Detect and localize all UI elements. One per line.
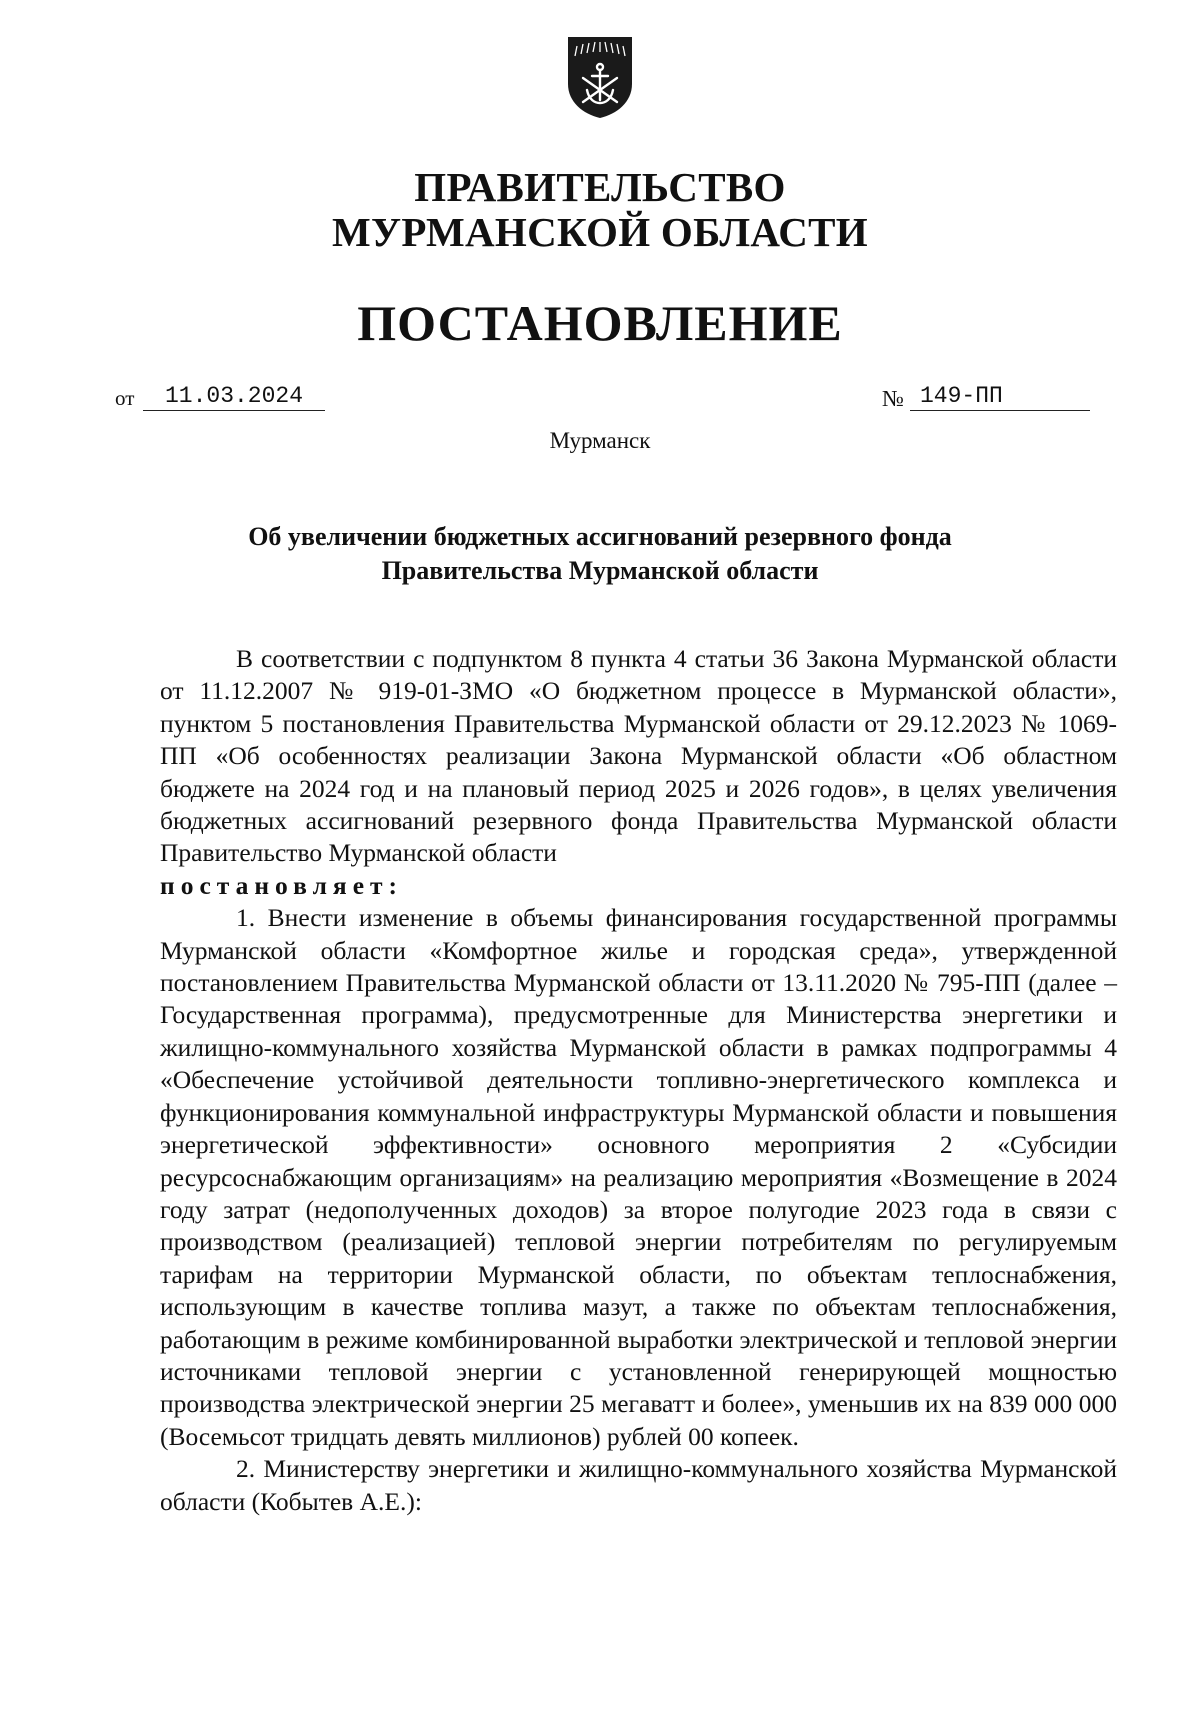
subject-line2: Правительства Мурманской области xyxy=(381,556,819,585)
item-2-paragraph: 2. Министерству энергетики и жилищно-коммунального хозяйства Мурманской области (Кобытев А.Е.): xyxy=(160,1454,1117,1516)
document-body xyxy=(160,643,1117,1518)
org-name-line1: ПРАВИТЕЛЬСТВО xyxy=(414,164,786,210)
date-label: от xyxy=(115,386,135,410)
resolves-word xyxy=(160,870,1117,902)
item-1-paragraph: 1. Внести изменение в объемы финансирования государственной программы Мурманской области «Комфортное жилье и городская среда», утвержденной постановлением Правительства Мурманской области от 13.11.2020 № 795-ПП (далее – Государственная программа), предусмотренные для Министерства энергетики и жилищно-коммунального хозяйства Мурманской области в рамках подпрограммы 4 «Обеспечение устойчивой деятельности топливно-энергетического комплекса и функционирования коммунальной инфраструктуры Мурманской области и повышения энергетической эффективности» основного мероприятия 2 «Субсидии ресурсоснабжающим организациям» на реализацию мероприятия «Возмещение в 2024 году затрат (недополученных доходов) за второе полугодие 2023 года в связи с производством (реализацией) тепловой энергии потребителям по регулируемым тарифам на территории Мурманской области, по объектам теплоснабжения, использующим в качестве топлива мазут, а также по объектам теплоснабжения, работающим в режиме комбинированной выработки электрической и тепловой энергии источниками тепловой энергии с установленной генерирующей мощностью производства электрической энергии 25 мегаватт и более», уменьшив их на 839 000 000 (Восемьсот тридцать девять миллионов) рублей 00 копеек. xyxy=(160,903,1117,1451)
org-name-line2: МУРМАНСКОЙ ОБЛАСТИ xyxy=(332,209,868,255)
coat-of-arms-icon xyxy=(565,34,635,120)
number-label: № xyxy=(882,386,904,411)
date-value: 11.03.2024 xyxy=(143,382,325,411)
document-type: ПОСТАНОВЛЕНИЕ xyxy=(357,295,843,351)
subject-line1: Об увеличении бюджетных ассигнований резервного фонда xyxy=(248,522,952,551)
preamble-paragraph: В соответствии с подпунктом 8 пункта 4 статьи 36 Закона Мурманской области от 11.12.2007 № 919-01-ЗМО «О бюджетном процессе в Мурманской области», пунктом 5 постановления Правительства Мурманской области от 29.12.2023 № 1069-ПП «Об особенностях реализации Закона Мурманской области «Об областном бюджете на 2024 год и на плановый период 2025 и 2026 годов», в целях увеличения бюджетных ассигнований резервного фонда Правительства Мурманской области Правительство Мурманской области xyxy=(160,644,1117,868)
number-value: 149-ПП xyxy=(910,382,1090,411)
city: Мурманск xyxy=(549,428,651,453)
resolves-label: постановляет: xyxy=(160,870,404,900)
